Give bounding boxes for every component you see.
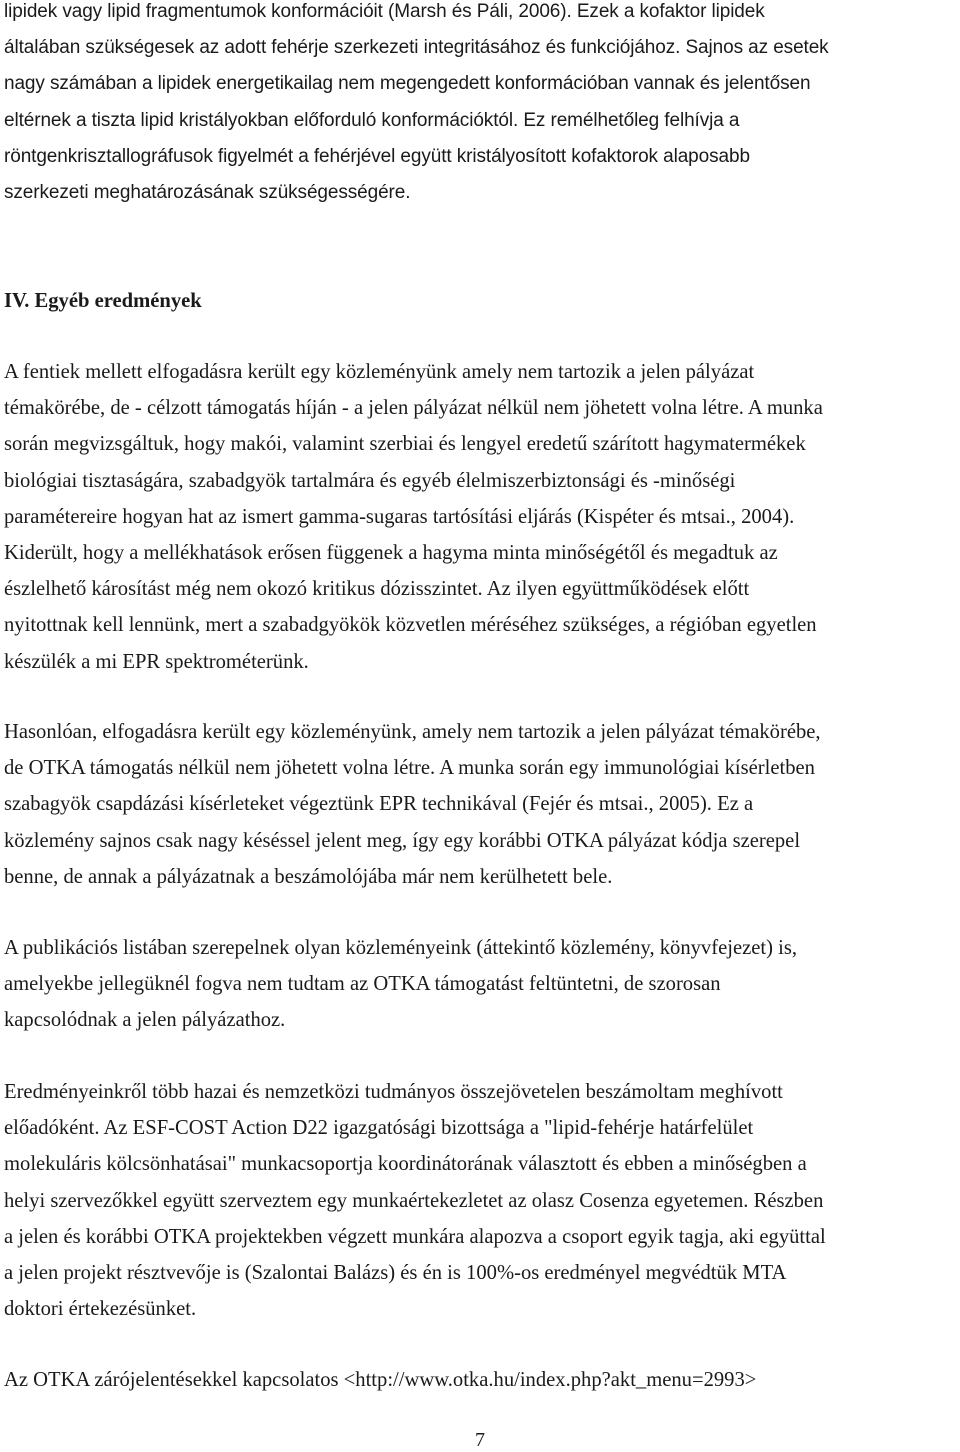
text-line: a jelen és korábbi OTKA projektekben végzett munkára alapozva a csoport egyik tagja, aki együttal (4, 1225, 826, 1248)
text-line: röntgenkrisztallográfusok figyelmét a fehérjével együtt kristályosított kofaktorok alaposabb (4, 145, 750, 167)
text-line: Kiderült, hogy a mellékhatások erősen függenek a hagyma minta minőségétől és megadtuk az (4, 541, 778, 564)
text-line: témakörébe, de - célzott támogatás híján - a jelen pályázat nélkül nem jöhetett volna létre. A munka (4, 397, 823, 420)
text-line: doktori értekezésünket. (4, 1298, 197, 1321)
text-line: benne, de annak a pályázatnak a beszámolójába már nem kerülhetett bele. (4, 865, 613, 888)
text-line: készülék a mi EPR spektrométerünk. (4, 650, 309, 673)
section-heading: IV. Egyéb eredmények (4, 290, 202, 312)
paragraph-similar-publication (4, 714, 821, 895)
text-line: közlemény sajnos csak nagy késéssel jelent meg, így egy korábbi OTKA pályázat kódja szerepel (4, 829, 801, 852)
otka-link-line: Az OTKA zárójelentésekkel kapcsolatos <http://www.otka.hu/index.php?akt_menu=2993> (4, 1369, 757, 1391)
text-line: előadóként. Az ESF-COST Action D22 igazgatósági bizottsága a "lipid-fehérje határfelület (4, 1117, 754, 1140)
intro-paragraph (4, 0, 829, 211)
text-line: eltérnek a tiszta lipid kristályokban előforduló konformációktól. Ez remélhetőleg felhívja a (4, 109, 740, 131)
text-line: szerkezeti meghatározásának szükségességére. (4, 181, 411, 203)
text-line: lipidek vagy lipid fragmentumok konformációit (Marsh és Páli, 2006). Ezek a kofaktor lipidek (4, 1, 765, 22)
text-line: a jelen projekt résztvevője is (Szalontai Balázs) és én is 100%-os eredményel megvédtük MTA (4, 1261, 787, 1284)
text-line: A publikációs listában szerepelnek olyan közleményeink (áttekintő közlemény, könyvfejezet) is, (4, 937, 797, 959)
text-line: általában szükségesek az adott fehérje szerkezeti integritásához és funkciójához. Sajnos az esetek (4, 37, 829, 59)
text-line: nagy számában a lipidek energetikailag nem megengedett konformációban vannak és jelentősen (4, 73, 811, 95)
paragraph-conferences (4, 1074, 826, 1327)
text-line: de OTKA támogatás nélkül nem jöhetett volna létre. A munka során egy immunológiai kísérletben (4, 757, 815, 780)
page-number: 7 (475, 1429, 485, 1451)
text-line: helyi szervezőkkel együtt szerveztem egy munkaértekezletet az olasz Cosenza egyetemen. Részben (4, 1189, 824, 1212)
text-line: Hasonlóan, elfogadásra került egy közleményünk, amely nem tartozik a jelen pályázat témakörébe, (4, 721, 821, 743)
text-line: észlelhető károsítást még nem okozó kritikus dózisszintet. Az ilyen együttműködések előtt (4, 578, 750, 601)
text-line: biológiai tisztaságára, szabadgyök tartalmára és egyéb élelmiszerbiztonsági és -minőségi (4, 469, 736, 492)
text-line: kapcsolódnak a jelen pályázathoz. (4, 1009, 286, 1032)
paragraph-other-results (4, 354, 823, 680)
text-line: amelyekbe jellegüknél fogva nem tudtam az OTKA támogatást feltüntetni, de szorosan (4, 973, 721, 996)
paragraph-publication-list (4, 930, 797, 1039)
text-line: paramétereire hogyan hat az ismert gamma-sugaras tartósítási eljárás (Kispéter és mtsai., 2004). (4, 505, 795, 528)
text-line: szabagyök csapdázási kísérleteket végeztünk EPR technikával (Fejér és mtsai., 2005). Ez a (4, 793, 754, 816)
closing-paragraph (4, 1362, 756, 1398)
text-line: molekuláris kölcsönhatásai" munkacsoportja koordinátorának választott és ebben a minőségben a (4, 1153, 807, 1176)
text-line: A fentiek mellett elfogadásra került egy közleményünk amely nem tartozik a jelen pályázat (4, 361, 755, 383)
text-line: során megvizsgáltuk, hogy makói, valamint szerbiai és lengyel eredetű szárított hagymatermékek (4, 433, 806, 456)
text-line: nyitottnak kell lennünk, mert a szabadgyökök közvetlen méréséhez szükséges, a régióban egyetlen (4, 614, 817, 637)
text-line: Eredményeinkről több hazai és nemzetközi tudmányos összejövetelen beszámoltam meghívott (4, 1081, 783, 1103)
